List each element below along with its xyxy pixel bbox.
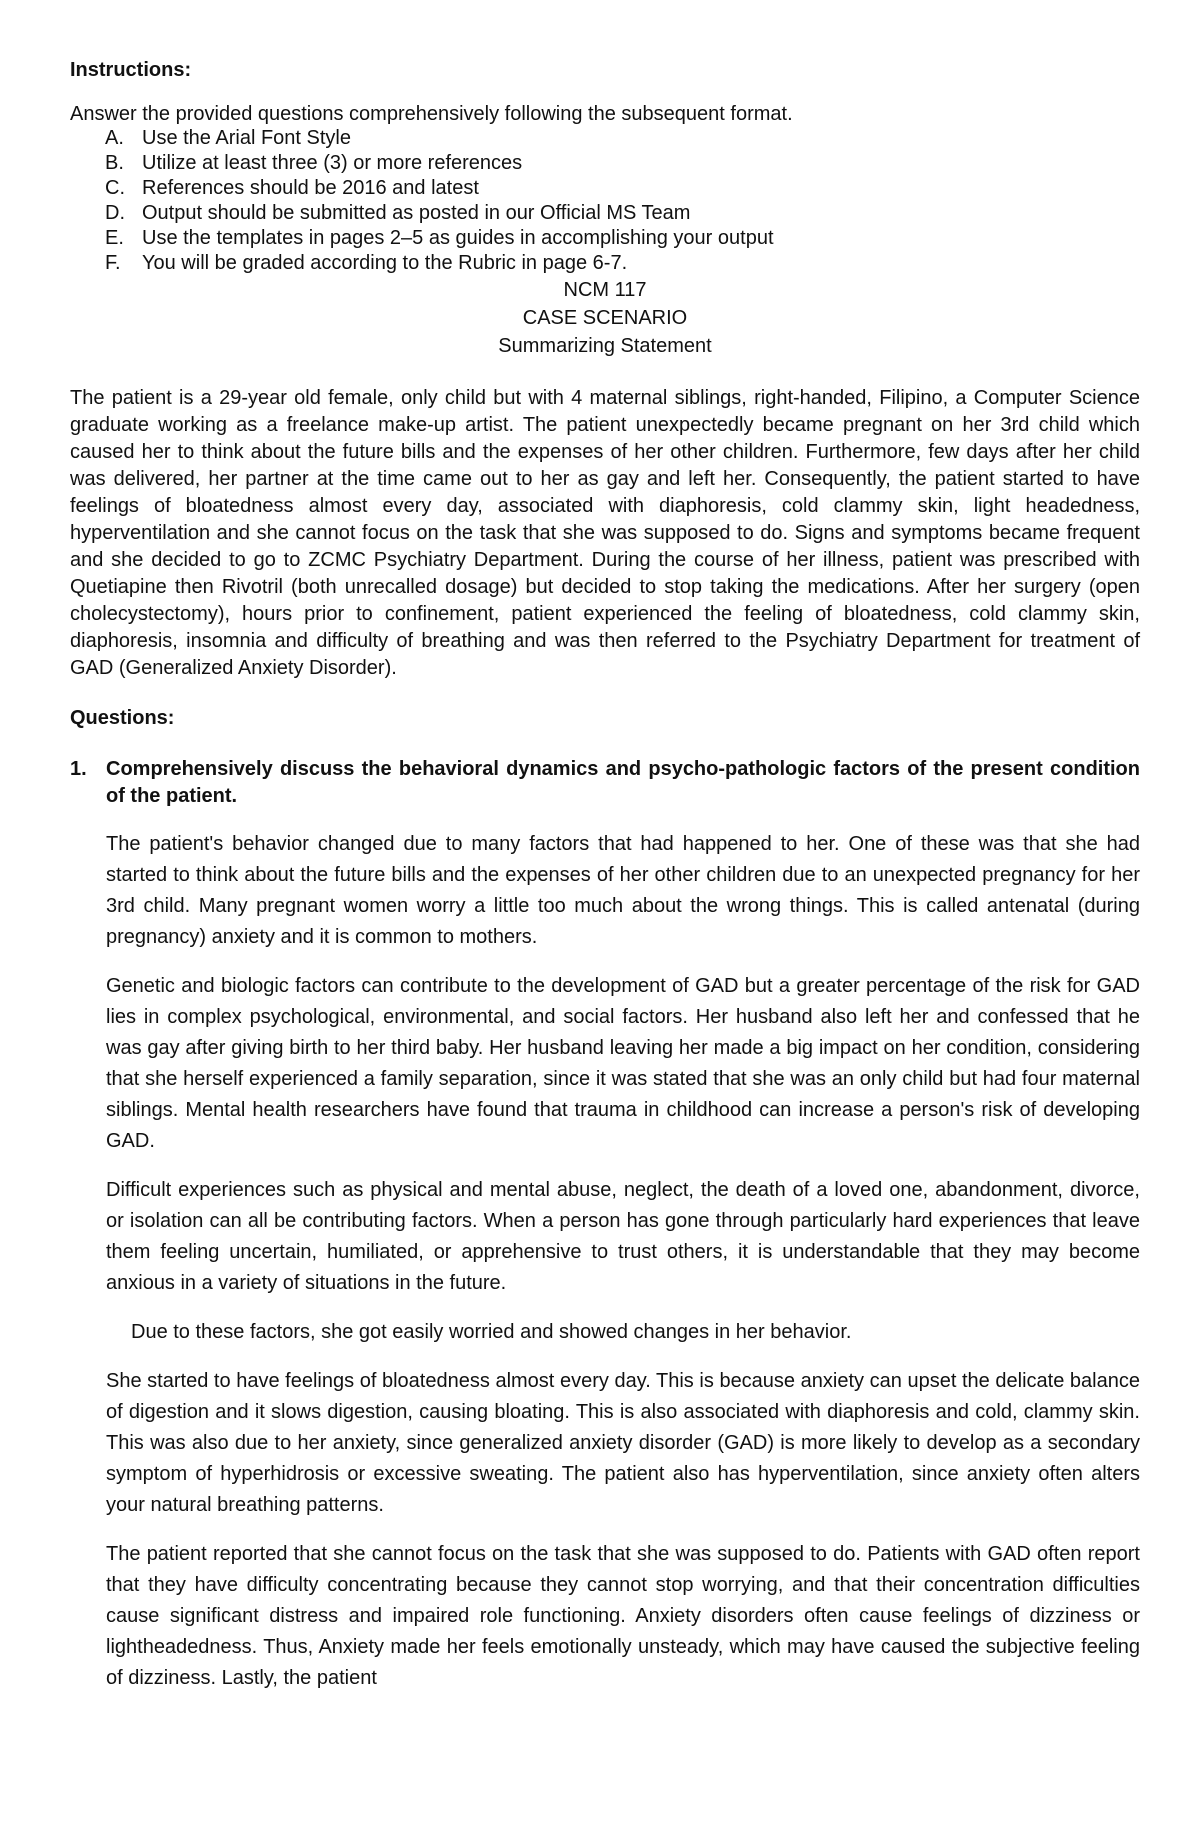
answer-paragraph: Difficult experiences such as physical and mental abuse, neglect, the death of a loved one, abandonment, divorce, or isolation can all be contributing factors. When a person has gone through particularly hard experiences that leave them feeling uncertain, humiliated, or apprehensive to trust others, it is understandable that they may become anxious in a variety of situations in the future. (106, 1179, 1140, 1294)
answer-paragraph: She started to have feelings of bloatedness almost every day. This is because anxiety can upset the delicate balance of digestion and it slows digestion, causing bloating. This is also associated with diaphoresis and cold, clammy skin. This was also due to her anxiety, since generalized anxiety disorder (GAD) is more likely to develop as a secondary symptom of hyperhidrosis or excessive sweating. The patient also has hyperventilation, since anxiety often alters your natural breathing patterns. (106, 1370, 1140, 1516)
case-subtitle: Summarizing Statement (498, 335, 712, 357)
list-item (70, 251, 1140, 276)
instructions-heading: Instructions: (70, 59, 192, 81)
list-item (70, 226, 1140, 251)
list-marker: C. (105, 177, 125, 199)
questions-heading: Questions: (70, 707, 175, 729)
answer-paragraph: The patient's behavior changed due to many factors that had happened to her. One of these was that she had started to think about the future bills and the expenses of her other children due to an unexpected pregnancy for her 3rd child. Many pregnant women worry a little too much about the wrong things. This is called antenatal (during pregnancy) anxiety and it is common to mothers. (106, 833, 1140, 948)
list-marker: B. (105, 152, 124, 174)
case-summary: The patient is a 29-year old female, only child but with 4 maternal siblings, right-handed, Filipino, a Computer Science graduate working as a freelance make-up artist. The patient unexpectedly became pregnant on her 3rd child which caused her to think about the future bills and the expenses of her other children. Furthermore, few days after her child was delivered, her partner at the time came out to her as gay and left her. Consequently, the patient started to have feelings of bloatedness almost every day, associated with diaphoresis, cold clammy skin, light headedness, hyperventilation and she cannot focus on the task that she was supposed to do. Signs and symptoms became frequent and she decided to go to ZCMC Psychiatry Department. During the course of her illness, patient was prescribed with Quetiapine then Rivotril (both unrecalled dosage) but decided to stop taking the medications. After her surgery (open cholecystectomy), hours prior to confinement, patient experienced the feeling of bloatedness, cold clammy skin, diaphoresis, insomnia and difficulty of breathing and was then referred to the Psychiatry Department for treatment of GAD (Generalized Anxiety Disorder). (70, 387, 1140, 679)
course-code: NCM 117 (563, 279, 647, 301)
list-item-text: Use the templates in pages 2–5 as guides in accomplishing your output (142, 227, 774, 249)
list-item-text: Use the Arial Font Style (142, 127, 351, 149)
document-page (70, 58, 1140, 1712)
question-number: 1. (70, 758, 87, 780)
list-marker: A. (105, 127, 124, 149)
list-item-text: Output should be submitted as posted in our Official MS Team (142, 202, 691, 224)
list-item-text: You will be graded according to the Rubric in page 6-7. (142, 252, 628, 274)
list-item-text: Utilize at least three (3) or more references (142, 152, 523, 174)
list-marker: E. (105, 227, 124, 249)
answer-paragraph: The patient reported that she cannot focus on the task that she was supposed to do. Patients with GAD often report that they have difficulty concentrating because they cannot stop worrying, and that their concentration difficulties cause significant distress and impaired role functioning. Anxiety disorders often cause feelings of dizziness or lightheadedness. Thus, Anxiety made her feels emotionally unsteady, which may have caused the subjective feeling of dizziness. Lastly, the patient (106, 1543, 1140, 1689)
list-marker: D. (105, 202, 125, 224)
instructions-intro: Answer the provided questions comprehensively following the subsequent format. (70, 103, 793, 125)
list-item (70, 151, 1140, 176)
question-1-title (70, 756, 1140, 810)
list-item (70, 126, 1140, 151)
list-item (70, 201, 1140, 226)
list-item-text: References should be 2016 and latest (142, 177, 479, 199)
case-title: CASE SCENARIO (522, 307, 688, 329)
list-item (70, 176, 1140, 201)
question-text: Comprehensively discuss the behavioral dynamics and psycho-pathologic factors of the present condition of the patient. (106, 758, 1140, 807)
answer-paragraph: Due to these factors, she got easily worried and showed changes in her behavior. (131, 1321, 852, 1343)
instructions-list (70, 126, 1140, 276)
list-marker: F. (105, 252, 121, 274)
answer-paragraph: Genetic and biologic factors can contribute to the development of GAD but a greater percentage of the risk for GAD lies in complex psychological, environmental, and social factors. Her husband also left her and confessed that he was gay after giving birth to her third baby. Her husband leaving her made a big impact on her condition, considering that she herself experienced a family separation, since it was stated that she was an only child but had four maternal siblings. Mental health researchers have found that trauma in childhood can increase a person's risk of developing GAD. (106, 975, 1140, 1152)
